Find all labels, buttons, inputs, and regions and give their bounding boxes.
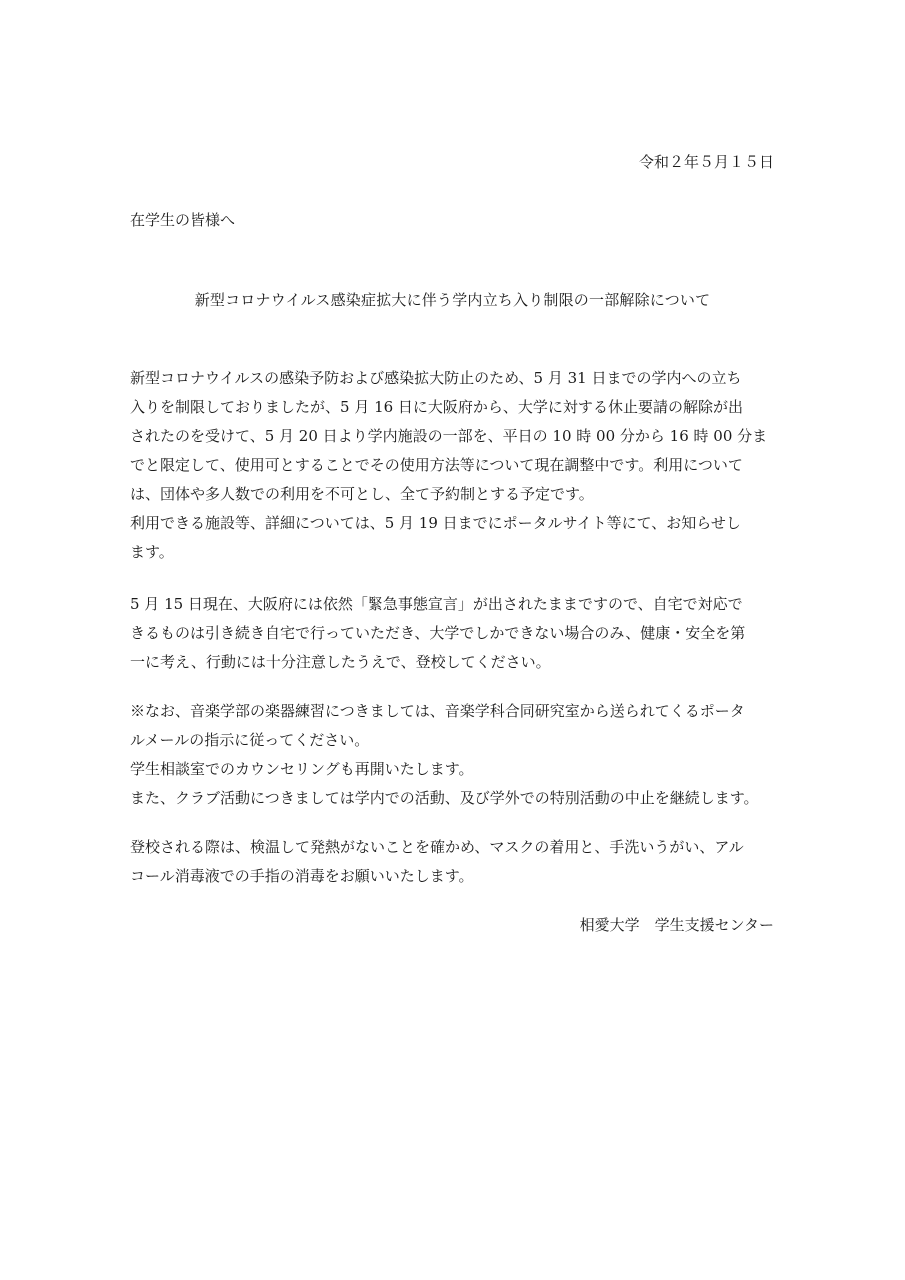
paragraph-line: コール消毒液での手指の消毒をお願いいたします。 xyxy=(130,867,474,885)
addressee: 在学生の皆様へ xyxy=(130,211,236,229)
paragraph-line: されたのを受けて、5 月 20 日より学内施設の一部を、平日の 10 時 00 分から 16 時 00 分ま xyxy=(130,427,768,445)
paragraph-additional-notes xyxy=(130,697,790,813)
paragraph-line: は、団体や多人数での利用を不可とし、全て予約制とする予定です。 xyxy=(130,485,594,503)
paragraph-line: 5 月 15 日現在、大阪府には依然「緊急事態宣言」が出されたままですので、自宅で対応で xyxy=(130,595,743,613)
paragraph-line: ※なお、音楽学部の楽器練習につきましては、音楽学科合同研究室から送られてくるポータ xyxy=(130,702,745,720)
paragraph-emergency-declaration xyxy=(130,590,790,677)
notice-title: 新型コロナウイルス感染症拡大に伴う学内立ち入り制限の一部解除について xyxy=(194,291,711,309)
paragraph-line: ルメールの指示に従ってください。 xyxy=(130,731,370,749)
paragraph-line: 新型コロナウイルスの感染予防および感染拡大防止のため、5 月 31 日までの学内への立ち xyxy=(130,369,742,387)
paragraph-facility-restriction xyxy=(130,364,790,567)
paragraph-line: きるものは引き続き自宅で行っていただき、大学でしかできない場合のみ、健康・安全を第 xyxy=(130,624,746,642)
paragraph-line: でと限定して、使用可とすることでその使用方法等について現在調整中です。利用について xyxy=(130,456,743,474)
paragraph-line: 利用できる施設等、詳細については、5 月 19 日までにポータルサイト等にて、お知らせし xyxy=(130,514,741,532)
paragraph-line: 一に考え、行動には十分注意したうえで、登校してください。 xyxy=(130,653,551,671)
paragraph-line: 学生相談室でのカウンセリングも再開いたします。 xyxy=(130,760,474,778)
paragraph-line: ます。 xyxy=(130,543,174,561)
paragraph-hygiene-request xyxy=(130,833,790,891)
signature: 相愛大学 学生支援センター xyxy=(579,916,774,934)
paragraph-line: 入りを制限しておりましたが、5 月 16 日に大阪府から、大学に対する休止要請の解除が出 xyxy=(130,398,743,416)
date: 令和２年５月１５日 xyxy=(638,153,774,171)
paragraph-line: また、クラブ活動につきましては学内での活動、及び学外での特別活動の中止を継続します。 xyxy=(130,789,759,807)
paragraph-line: 登校される際は、検温して発熱がないことを確かめ、マスクの着用と、手洗いうがい、アル xyxy=(130,838,744,856)
